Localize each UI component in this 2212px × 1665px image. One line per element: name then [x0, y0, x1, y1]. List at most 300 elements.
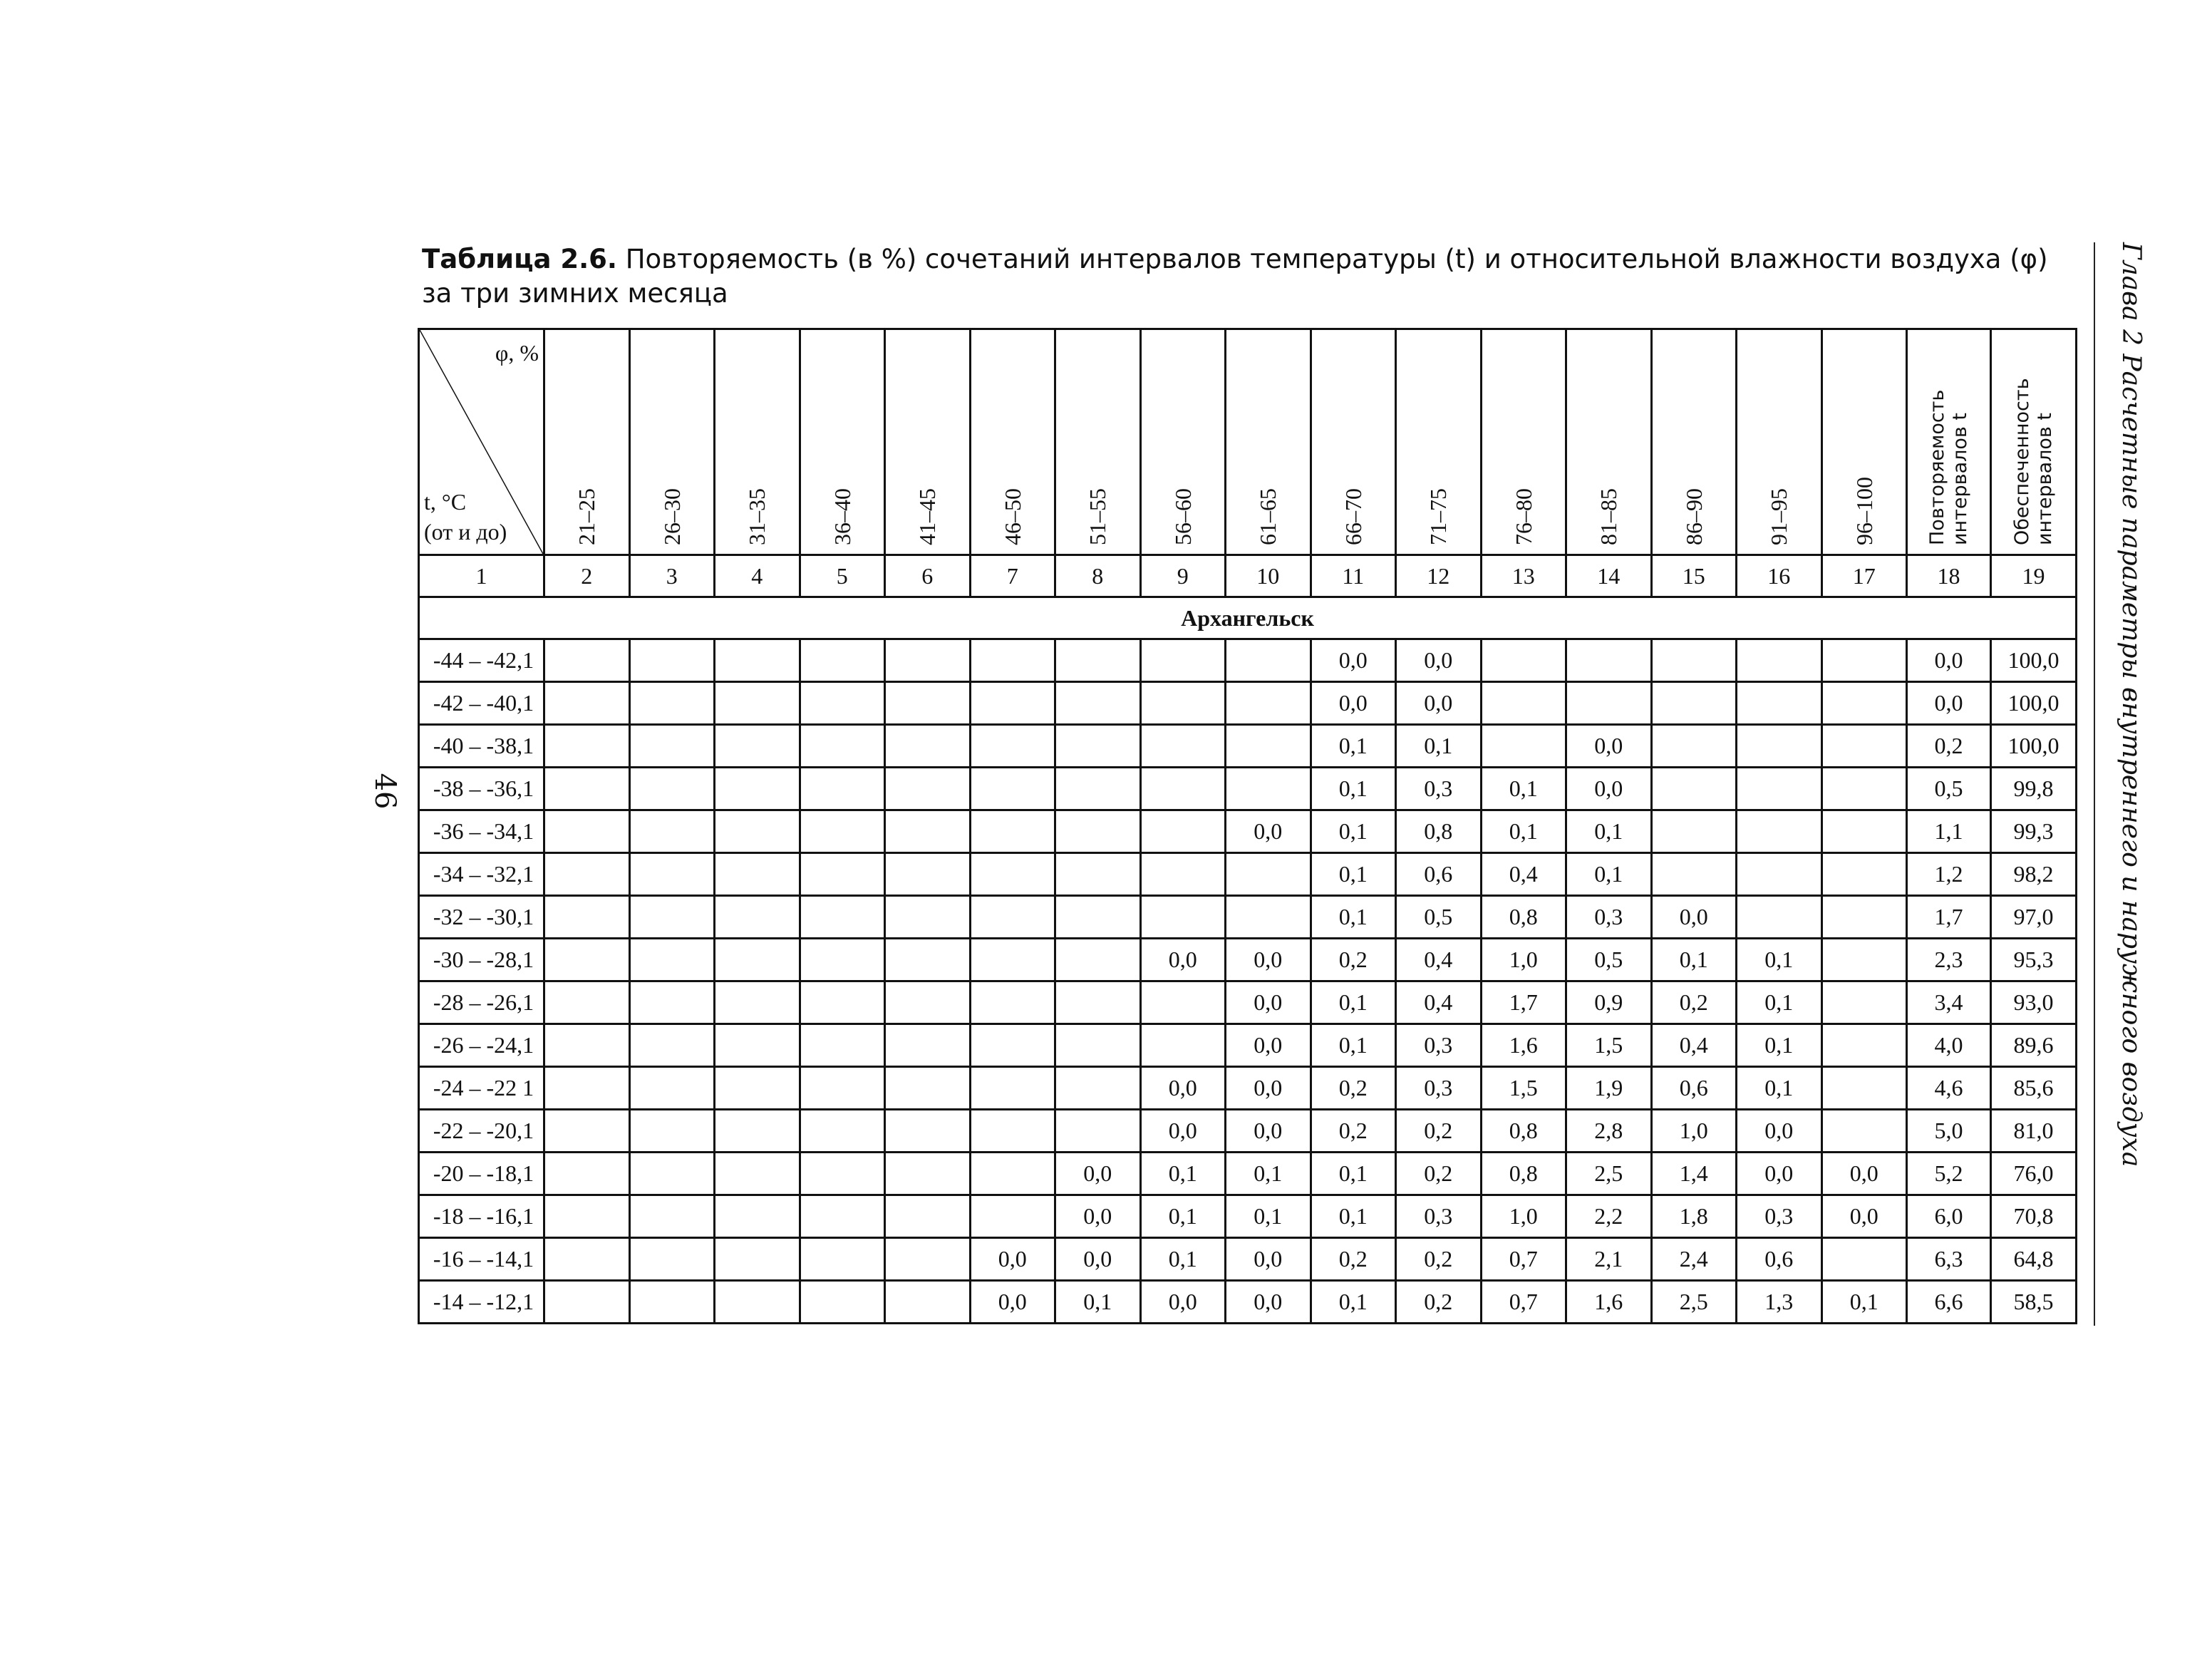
- humidity-header: [1226, 329, 1311, 555]
- table-row: [419, 1024, 2077, 1067]
- frequency-cell: [629, 1281, 715, 1324]
- repeat-cell: 5,0: [1907, 1110, 1991, 1153]
- table-row: [419, 1153, 2077, 1195]
- frequency-cell: [1226, 768, 1311, 810]
- frequency-cell: [629, 853, 715, 896]
- humidity-header-label: 41–45: [914, 488, 941, 545]
- frequency-cell: [1821, 682, 1907, 725]
- humidity-header-label: 86–90: [1680, 488, 1707, 545]
- frequency-cell: 1,7: [1481, 981, 1566, 1024]
- frequency-cell: 0,2: [1396, 1110, 1482, 1153]
- humidity-header-label: 46–50: [999, 488, 1025, 545]
- frequency-cell: [970, 682, 1055, 725]
- frequency-cell: [1140, 981, 1226, 1024]
- caption-label: Таблица 2.6.: [422, 244, 617, 274]
- frequency-cell: [544, 1281, 630, 1324]
- frequency-cell: 1,0: [1481, 939, 1566, 981]
- frequency-cell: [715, 639, 800, 682]
- frequency-cell: [1055, 853, 1141, 896]
- frequency-cell: [970, 1195, 1055, 1238]
- supply-header-line2: интервалов t: [2033, 413, 2056, 545]
- frequency-cell: [885, 1153, 971, 1195]
- caption-text: Повторяемость (в %) сочетаний интервалов температуры (t) и относительной влажности воздуха (φ) за три зимних месяца: [422, 244, 2048, 309]
- frequency-cell: 0,0: [1055, 1195, 1141, 1238]
- frequency-cell: [715, 1281, 800, 1324]
- frequency-cell: [715, 1067, 800, 1110]
- repeat-cell: 0,0: [1907, 639, 1991, 682]
- frequency-cell: 0,3: [1396, 768, 1482, 810]
- frequency-cell: 0,0: [1396, 639, 1482, 682]
- temperature-interval: -18 – -16,1: [419, 1195, 544, 1238]
- frequency-cell: 0,0: [1566, 725, 1652, 768]
- temperature-interval: -40 – -38,1: [419, 725, 544, 768]
- frequency-cell: [970, 639, 1055, 682]
- frequency-cell: [1651, 725, 1737, 768]
- table-row: [419, 1195, 2077, 1238]
- frequency-cell: [544, 1110, 630, 1153]
- frequency-cell: [1821, 896, 1907, 939]
- frequency-cell: 1,0: [1651, 1110, 1737, 1153]
- frequency-cell: 2,5: [1566, 1153, 1652, 1195]
- frequency-cell: [544, 682, 630, 725]
- temperature-interval: -36 – -34,1: [419, 810, 544, 853]
- frequency-cell: 0,0: [1226, 1024, 1311, 1067]
- frequency-cell: 0,0: [1737, 1153, 1822, 1195]
- frequency-cell: [715, 1238, 800, 1281]
- frequency-cell: [1651, 639, 1737, 682]
- frequency-cell: [970, 1067, 1055, 1110]
- supply-cell: 64,8: [1991, 1238, 2077, 1281]
- frequency-cell: 0,2: [1396, 1281, 1482, 1324]
- frequency-cell: [1055, 939, 1141, 981]
- frequency-cell: 0,1: [1481, 768, 1566, 810]
- frequency-cell: 0,0: [1737, 1110, 1822, 1153]
- frequency-cell: 1,9: [1566, 1067, 1652, 1110]
- frequency-cell: 0,1: [1226, 1153, 1311, 1195]
- column-number-row: [419, 555, 2077, 597]
- frequency-cell: [1821, 981, 1907, 1024]
- frequency-cell: 0,1: [1311, 1195, 1396, 1238]
- frequency-cell: [544, 768, 630, 810]
- frequency-cell: [544, 810, 630, 853]
- temperature-interval: -38 – -36,1: [419, 768, 544, 810]
- repeat-cell: 2,3: [1907, 939, 1991, 981]
- frequency-cell: [1055, 1067, 1141, 1110]
- frequency-cell: 0,8: [1481, 1110, 1566, 1153]
- frequency-cell: [1737, 896, 1822, 939]
- frequency-cell: [885, 896, 971, 939]
- table-row: [419, 853, 2077, 896]
- frequency-cell: 0,1: [1821, 1281, 1907, 1324]
- frequency-cell: 0,1: [1481, 810, 1566, 853]
- frequency-cell: [885, 768, 971, 810]
- frequency-cell: [970, 1024, 1055, 1067]
- frequency-cell: [1226, 853, 1311, 896]
- frequency-cell: 1,0: [1481, 1195, 1566, 1238]
- table-row: [419, 682, 2077, 725]
- frequency-cell: [800, 682, 885, 725]
- frequency-cell: [1140, 768, 1226, 810]
- frequency-cell: [800, 1024, 885, 1067]
- supply-cell: 100,0: [1991, 682, 2077, 725]
- frequency-cell: [629, 1238, 715, 1281]
- humidity-header-label: 56–60: [1169, 488, 1196, 545]
- temperature-interval: -24 – -22 1: [419, 1067, 544, 1110]
- humidity-header: [629, 329, 715, 555]
- column-number: 6: [885, 555, 971, 597]
- humidity-header: [1396, 329, 1482, 555]
- frequency-cell: [1140, 639, 1226, 682]
- frequency-cell: [1226, 639, 1311, 682]
- frequency-cell: 0,0: [1821, 1195, 1907, 1238]
- frequency-cell: [885, 939, 971, 981]
- frequency-cell: [629, 1195, 715, 1238]
- column-number: 16: [1737, 555, 1822, 597]
- frequency-cell: 0,0: [1651, 896, 1737, 939]
- frequency-cell: [544, 1024, 630, 1067]
- frequency-cell: [970, 725, 1055, 768]
- supply-header-label: [2011, 378, 2057, 546]
- frequency-cell: [800, 725, 885, 768]
- frequency-cell: 0,6: [1737, 1238, 1822, 1281]
- frequency-cell: [885, 1067, 971, 1110]
- frequency-cell: [970, 1110, 1055, 1153]
- frequency-cell: 0,1: [1140, 1195, 1226, 1238]
- frequency-cell: [1737, 810, 1822, 853]
- frequency-cell: 0,1: [1140, 1153, 1226, 1195]
- frequency-cell: 2,5: [1651, 1281, 1737, 1324]
- repeat-cell: 1,7: [1907, 896, 1991, 939]
- frequency-cell: 0,1: [1737, 939, 1822, 981]
- supply-header: [1991, 329, 2077, 555]
- frequency-cell: [1140, 810, 1226, 853]
- frequency-cell: 0,0: [1311, 682, 1396, 725]
- frequency-cell: [1481, 725, 1566, 768]
- frequency-cell: [885, 1195, 971, 1238]
- repeat-header-line1: Повторяемость: [1926, 389, 1948, 545]
- frequency-cell: 0,2: [1311, 939, 1396, 981]
- frequency-cell: [800, 1067, 885, 1110]
- repeat-cell: 1,2: [1907, 853, 1991, 896]
- frequency-cell: 0,4: [1651, 1024, 1737, 1067]
- frequency-cell: [800, 939, 885, 981]
- frequency-cell: 0,1: [1226, 1195, 1311, 1238]
- repeat-cell: 0,0: [1907, 682, 1991, 725]
- frequency-cell: 0,1: [1311, 725, 1396, 768]
- city-name: Архангельск: [419, 597, 2077, 639]
- supply-cell: 93,0: [1991, 981, 2077, 1024]
- frequency-cell: [544, 1153, 630, 1195]
- frequency-cell: [885, 810, 971, 853]
- frequency-cell: [1055, 1024, 1141, 1067]
- column-number: 3: [629, 555, 715, 597]
- frequency-cell: 0,5: [1396, 896, 1482, 939]
- frequency-cell: [885, 981, 971, 1024]
- humidity-header-label: 71–75: [1425, 488, 1452, 545]
- temperature-interval: -20 – -18,1: [419, 1153, 544, 1195]
- humidity-header-label: 21–25: [574, 488, 600, 545]
- column-number: 1: [419, 555, 544, 597]
- frequency-cell: 0,3: [1396, 1195, 1482, 1238]
- table-row: [419, 939, 2077, 981]
- frequency-cell: [544, 939, 630, 981]
- humidity-header-label: 76–80: [1510, 488, 1536, 545]
- table-row: [419, 810, 2077, 853]
- frequency-cell: 0,0: [970, 1281, 1055, 1324]
- frequency-cell: 0,1: [1737, 1024, 1822, 1067]
- column-number: 19: [1991, 555, 2077, 597]
- frequency-cell: [1055, 981, 1141, 1024]
- humidity-header-label: 91–95: [1766, 488, 1792, 545]
- frequency-cell: 0,8: [1481, 896, 1566, 939]
- humidity-header: [1481, 329, 1566, 555]
- frequency-cell: 0,0: [1226, 1110, 1311, 1153]
- frequency-cell: 0,1: [1140, 1238, 1226, 1281]
- frequency-table: [418, 328, 2077, 1324]
- frequency-cell: [1055, 639, 1141, 682]
- frequency-cell: 0,3: [1737, 1195, 1822, 1238]
- temperature-interval: -30 – -28,1: [419, 939, 544, 981]
- frequency-cell: 0,0: [1226, 810, 1311, 853]
- frequency-cell: [629, 725, 715, 768]
- frequency-cell: 1,8: [1651, 1195, 1737, 1238]
- frequency-cell: 0,1: [1566, 810, 1652, 853]
- frequency-cell: [1566, 682, 1652, 725]
- frequency-cell: 0,0: [1226, 1067, 1311, 1110]
- frequency-cell: [629, 981, 715, 1024]
- frequency-cell: 0,2: [1311, 1067, 1396, 1110]
- frequency-cell: 0,2: [1311, 1238, 1396, 1281]
- humidity-header-label: 31–35: [744, 488, 770, 545]
- frequency-cell: [970, 981, 1055, 1024]
- humidity-header-label: 36–40: [829, 488, 855, 545]
- frequency-cell: 0,0: [1140, 1110, 1226, 1153]
- supply-cell: 81,0: [1991, 1110, 2077, 1153]
- frequency-cell: 0,1: [1311, 1024, 1396, 1067]
- header-row: [419, 329, 2077, 555]
- frequency-cell: [629, 1067, 715, 1110]
- frequency-cell: [715, 853, 800, 896]
- frequency-cell: [715, 981, 800, 1024]
- corner-t-label: [424, 487, 507, 547]
- frequency-cell: [800, 639, 885, 682]
- frequency-cell: [715, 768, 800, 810]
- frequency-cell: 0,0: [970, 1238, 1055, 1281]
- supply-cell: 97,0: [1991, 896, 2077, 939]
- frequency-cell: [544, 725, 630, 768]
- frequency-cell: [1821, 1110, 1907, 1153]
- frequency-cell: [800, 981, 885, 1024]
- frequency-cell: 0,4: [1396, 981, 1482, 1024]
- column-number: 4: [715, 555, 800, 597]
- frequency-cell: 0,0: [1140, 1281, 1226, 1324]
- frequency-cell: [885, 725, 971, 768]
- frequency-cell: [1737, 682, 1822, 725]
- column-number: 5: [800, 555, 885, 597]
- frequency-cell: 0,5: [1566, 939, 1652, 981]
- column-number: 12: [1396, 555, 1482, 597]
- repeat-cell: 3,4: [1907, 981, 1991, 1024]
- frequency-cell: [800, 810, 885, 853]
- frequency-cell: [885, 853, 971, 896]
- frequency-cell: 0,1: [1737, 1067, 1822, 1110]
- frequency-cell: 0,7: [1481, 1238, 1566, 1281]
- repeat-header: [1907, 329, 1991, 555]
- frequency-cell: 0,4: [1481, 853, 1566, 896]
- frequency-cell: [1821, 725, 1907, 768]
- frequency-cell: [544, 639, 630, 682]
- frequency-cell: 0,7: [1481, 1281, 1566, 1324]
- frequency-cell: 0,2: [1651, 981, 1737, 1024]
- frequency-cell: 0,9: [1566, 981, 1652, 1024]
- column-number: 7: [970, 555, 1055, 597]
- temperature-interval: -14 – -12,1: [419, 1281, 544, 1324]
- frequency-cell: 0,0: [1226, 1238, 1311, 1281]
- supply-cell: 99,3: [1991, 810, 2077, 853]
- frequency-cell: [715, 939, 800, 981]
- humidity-header: [1140, 329, 1226, 555]
- frequency-cell: 0,1: [1311, 1281, 1396, 1324]
- supply-cell: 70,8: [1991, 1195, 2077, 1238]
- supply-cell: 95,3: [1991, 939, 2077, 981]
- frequency-cell: [715, 1153, 800, 1195]
- frequency-cell: [1055, 896, 1141, 939]
- repeat-cell: 6,0: [1907, 1195, 1991, 1238]
- frequency-cell: [1737, 639, 1822, 682]
- frequency-cell: [1055, 1110, 1141, 1153]
- supply-cell: 85,6: [1991, 1067, 2077, 1110]
- humidity-header-label: 26–30: [658, 488, 685, 545]
- frequency-cell: 0,1: [1651, 939, 1737, 981]
- humidity-header: [970, 329, 1055, 555]
- frequency-cell: 0,1: [1311, 981, 1396, 1024]
- supply-cell: 89,6: [1991, 1024, 2077, 1067]
- frequency-cell: [1481, 682, 1566, 725]
- frequency-cell: [970, 896, 1055, 939]
- frequency-cell: [800, 1110, 885, 1153]
- frequency-cell: [1055, 768, 1141, 810]
- frequency-cell: 0,0: [1055, 1238, 1141, 1281]
- frequency-cell: [1821, 1067, 1907, 1110]
- frequency-cell: [1821, 639, 1907, 682]
- temperature-interval: -16 – -14,1: [419, 1238, 544, 1281]
- column-number: 11: [1311, 555, 1396, 597]
- frequency-cell: [715, 810, 800, 853]
- frequency-cell: [1140, 1024, 1226, 1067]
- frequency-cell: 2,2: [1566, 1195, 1652, 1238]
- frequency-cell: [885, 1024, 971, 1067]
- frequency-cell: 0,1: [1311, 896, 1396, 939]
- column-number: 17: [1821, 555, 1907, 597]
- frequency-cell: [1055, 682, 1141, 725]
- repeat-cell: 4,6: [1907, 1067, 1991, 1110]
- frequency-cell: [1055, 810, 1141, 853]
- frequency-cell: 0,3: [1396, 1067, 1482, 1110]
- frequency-cell: [885, 1281, 971, 1324]
- humidity-header: [544, 329, 630, 555]
- frequency-cell: [1651, 853, 1737, 896]
- frequency-cell: 0,6: [1651, 1067, 1737, 1110]
- table-row: [419, 639, 2077, 682]
- column-number: 10: [1226, 555, 1311, 597]
- frequency-cell: [629, 939, 715, 981]
- column-number: 9: [1140, 555, 1226, 597]
- frequency-cell: [1821, 853, 1907, 896]
- frequency-cell: [629, 896, 715, 939]
- humidity-header: [1651, 329, 1737, 555]
- frequency-cell: 2,1: [1566, 1238, 1652, 1281]
- temperature-interval: -22 – -20,1: [419, 1110, 544, 1153]
- supply-header-line1: Обеспеченность: [2010, 378, 2033, 545]
- humidity-header: [1821, 329, 1907, 555]
- running-header-rule: [2094, 242, 2095, 1326]
- frequency-cell: 2,4: [1651, 1238, 1737, 1281]
- frequency-cell: [544, 981, 630, 1024]
- frequency-cell: [800, 896, 885, 939]
- frequency-cell: 0,0: [1821, 1153, 1907, 1195]
- frequency-cell: [1481, 639, 1566, 682]
- table-row: [419, 1110, 2077, 1153]
- column-number: 18: [1907, 555, 1991, 597]
- table-caption: [422, 242, 2082, 311]
- frequency-cell: [885, 1238, 971, 1281]
- frequency-cell: [1821, 810, 1907, 853]
- frequency-cell: [885, 1110, 971, 1153]
- humidity-header: [1055, 329, 1141, 555]
- humidity-header: [1737, 329, 1822, 555]
- frequency-cell: [1821, 939, 1907, 981]
- corner-cell: [419, 329, 544, 555]
- supply-cell: 98,2: [1991, 853, 2077, 896]
- frequency-cell: [1055, 725, 1141, 768]
- frequency-cell: 0,1: [1055, 1281, 1141, 1324]
- frequency-cell: [1651, 768, 1737, 810]
- supply-cell: 58,5: [1991, 1281, 2077, 1324]
- frequency-cell: 0,1: [1311, 1153, 1396, 1195]
- page-number: 46: [368, 773, 401, 810]
- frequency-cell: 1,5: [1481, 1067, 1566, 1110]
- frequency-cell: 0,0: [1226, 1281, 1311, 1324]
- frequency-cell: 1,6: [1566, 1281, 1652, 1324]
- frequency-cell: [629, 810, 715, 853]
- column-number: 13: [1481, 555, 1566, 597]
- frequency-cell: 0,1: [1396, 725, 1482, 768]
- corner-phi-label: φ, %: [495, 340, 539, 366]
- frequency-cell: [1737, 768, 1822, 810]
- humidity-header-label: 51–55: [1085, 488, 1111, 545]
- frequency-cell: 0,2: [1396, 1238, 1482, 1281]
- frequency-cell: [970, 810, 1055, 853]
- frequency-cell: 1,3: [1737, 1281, 1822, 1324]
- frequency-cell: [715, 1110, 800, 1153]
- frequency-cell: [715, 896, 800, 939]
- corner-t-line1: t, °C: [424, 489, 467, 515]
- repeat-cell: 5,2: [1907, 1153, 1991, 1195]
- table-row: [419, 981, 2077, 1024]
- frequency-cell: 2,8: [1566, 1110, 1652, 1153]
- humidity-header: [885, 329, 971, 555]
- frequency-cell: 0,1: [1566, 853, 1652, 896]
- frequency-cell: [629, 1024, 715, 1067]
- temperature-interval: -28 – -26,1: [419, 981, 544, 1024]
- humidity-header-label: 61–65: [1255, 488, 1281, 545]
- repeat-cell: 1,1: [1907, 810, 1991, 853]
- frequency-cell: [629, 768, 715, 810]
- repeat-cell: 0,5: [1907, 768, 1991, 810]
- frequency-cell: [544, 1067, 630, 1110]
- frequency-cell: 0,3: [1396, 1024, 1482, 1067]
- column-number: 8: [1055, 555, 1141, 597]
